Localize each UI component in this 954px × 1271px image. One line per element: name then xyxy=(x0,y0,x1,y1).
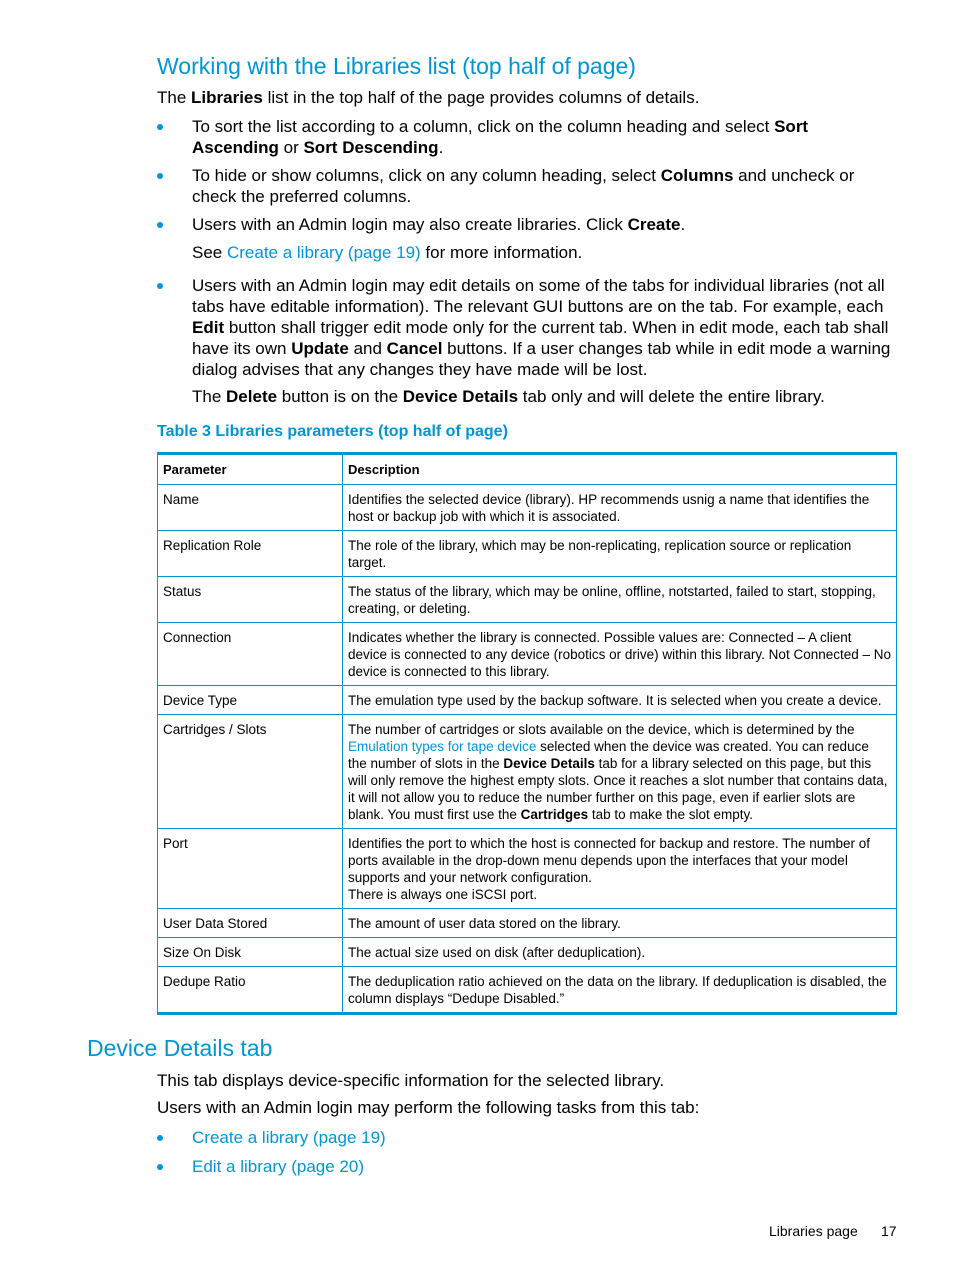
text: for more information. xyxy=(420,243,583,262)
table-row xyxy=(158,485,897,531)
bullet-edit xyxy=(192,275,892,380)
bold-text: Cancel xyxy=(386,339,443,358)
desc-cell: The deduplication ratio achieved on the data on the library. If deduplication is disabled, the column displays “Dedupe Disabled.” xyxy=(343,967,897,1014)
text: To hide or show columns, click on any column heading, select xyxy=(192,166,661,185)
column-header-description: Description xyxy=(343,454,897,485)
bold-text: Sort Descending xyxy=(303,138,439,157)
param-cell: Cartridges / Slots xyxy=(158,715,343,829)
paragraph: This tab displays device-specific information for the selected library. xyxy=(157,1071,665,1090)
text: . xyxy=(438,138,444,157)
desc-cell: The role of the library, which may be non-replicating, replication source or replication target. xyxy=(343,531,897,577)
desc-cell: Indicates whether the library is connected. Possible values are: Connected – A client device is connected to any device (robotics or drive) within this library. Not Connected – No device is connected to this library. xyxy=(343,623,897,686)
text: See xyxy=(192,243,227,262)
param-cell: User Data Stored xyxy=(158,909,343,938)
param-cell: Dedupe Ratio xyxy=(158,967,343,1014)
bold-text: Create xyxy=(627,215,681,234)
text: button is on the xyxy=(277,387,403,406)
bullet-sort xyxy=(192,116,898,158)
param-cell: Replication Role xyxy=(158,531,343,577)
desc-cell xyxy=(343,715,897,829)
text: Identifies the port to which the host is connected for backup and restore. The number of ports available in the drop-down menu depends upon the interfaces that your model supports and your network configuration. xyxy=(348,836,871,885)
desc-cell: Identifies the selected device (library). HP recommends usnig a name that identifies the host or backup job with which it is associated. xyxy=(343,485,897,531)
text: and xyxy=(348,339,387,358)
text: and uncheck or check the preferred columns. xyxy=(192,166,855,206)
param-cell: Connection xyxy=(158,623,343,686)
page-number: 17 xyxy=(881,1223,897,1239)
bullet-create xyxy=(192,214,898,235)
emulation-types-link[interactable]: Emulation types for tape device xyxy=(348,739,537,754)
bold-text: Sort Ascending xyxy=(192,117,809,157)
text: The number of cartridges or slots available on the device, which is determined by the xyxy=(348,722,855,737)
section-title-device-details: Device Details tab xyxy=(87,1035,273,1061)
text: button shall trigger edit mode only for the current tab. When in edit mode, each tab shall have its own xyxy=(192,318,889,358)
text: There is always one iSCSI port. xyxy=(348,887,538,902)
table-caption: Table 3 Libraries parameters (top half of page) xyxy=(157,423,508,440)
edit-library-link[interactable]: Edit a library (page 20) xyxy=(192,1157,364,1176)
text: tab for a library selected on this page, but this will only remove the highest empty slots. Once it reaches a slot number that contains data, it will not allow you to reduce the number further on this page, even if earlier slots are blank. You must first use the xyxy=(348,756,888,822)
table-row xyxy=(158,909,897,938)
text: buttons. If a user changes tab while in edit mode a warning dialog advises that any changes they have made will be lost. xyxy=(192,339,891,379)
parameters-table xyxy=(157,452,897,1015)
param-cell: Size On Disk xyxy=(158,938,343,967)
param-cell: Status xyxy=(158,577,343,623)
text: selected when the device was created. You can reduce the number of slots in the xyxy=(348,739,869,771)
table-row xyxy=(158,531,897,577)
table-row xyxy=(158,938,897,967)
bold-text: Device Details xyxy=(402,387,519,406)
desc-cell: The emulation type used by the backup software. It is selected when you create a device. xyxy=(343,686,897,715)
bullet-columns xyxy=(192,165,898,207)
text: To sort the list according to a column, click on the column heading and select xyxy=(192,117,775,136)
see-also xyxy=(192,242,898,263)
text: or xyxy=(278,138,304,157)
bold-text: Columns xyxy=(660,166,734,185)
create-library-link[interactable]: Create a library (page 19) xyxy=(226,243,421,262)
intro-bold: Libraries xyxy=(191,88,263,107)
table-row xyxy=(158,686,897,715)
table-row xyxy=(158,829,897,909)
intro-text-2: list in the top half of the page provides columns of details. xyxy=(262,88,700,107)
section-title: Working with the Libraries list (top half of page) xyxy=(157,53,636,79)
bold-text: Device Details xyxy=(503,756,595,771)
table-row xyxy=(158,623,897,686)
desc-cell: The status of the library, which may be online, offline, notstarted, failed to start, stopping, creating, or deleting. xyxy=(343,577,897,623)
param-cell: Device Type xyxy=(158,686,343,715)
text: tab only and will delete the entire library. xyxy=(518,387,825,406)
desc-cell: The actual size used on disk (after deduplication). xyxy=(343,938,897,967)
text: . xyxy=(680,215,686,234)
intro-text: The xyxy=(157,88,192,107)
bold-text: Edit xyxy=(192,318,225,337)
bold-text: Delete xyxy=(226,387,278,406)
table-header-row xyxy=(158,454,897,485)
table-row xyxy=(158,967,897,1014)
text: Users with an Admin login may also create libraries. Click xyxy=(192,215,628,234)
bold-text: Cartridges xyxy=(520,807,589,822)
param-cell: Name xyxy=(158,485,343,531)
table-row xyxy=(158,715,897,829)
footer-label: Libraries page xyxy=(769,1223,858,1239)
paragraph: Users with an Admin login may perform the following tasks from this tab: xyxy=(157,1098,700,1117)
param-cell: Port xyxy=(158,829,343,909)
desc-cell xyxy=(343,829,897,909)
text: Users with an Admin login may edit details on some of the tabs for individual libraries (not all tabs have editable information). The relevant GUI buttons are on the tab. For example, each xyxy=(192,276,885,316)
desc-cell: The amount of user data stored on the library. xyxy=(343,909,897,938)
delete-note xyxy=(192,386,898,407)
intro-paragraph xyxy=(157,87,897,108)
column-header-parameter: Parameter xyxy=(158,454,343,485)
text: The xyxy=(192,387,227,406)
text: tab to make the slot empty. xyxy=(588,807,753,822)
bold-text: Update xyxy=(291,339,349,358)
table-row xyxy=(158,577,897,623)
create-library-link[interactable]: Create a library (page 19) xyxy=(192,1128,386,1147)
